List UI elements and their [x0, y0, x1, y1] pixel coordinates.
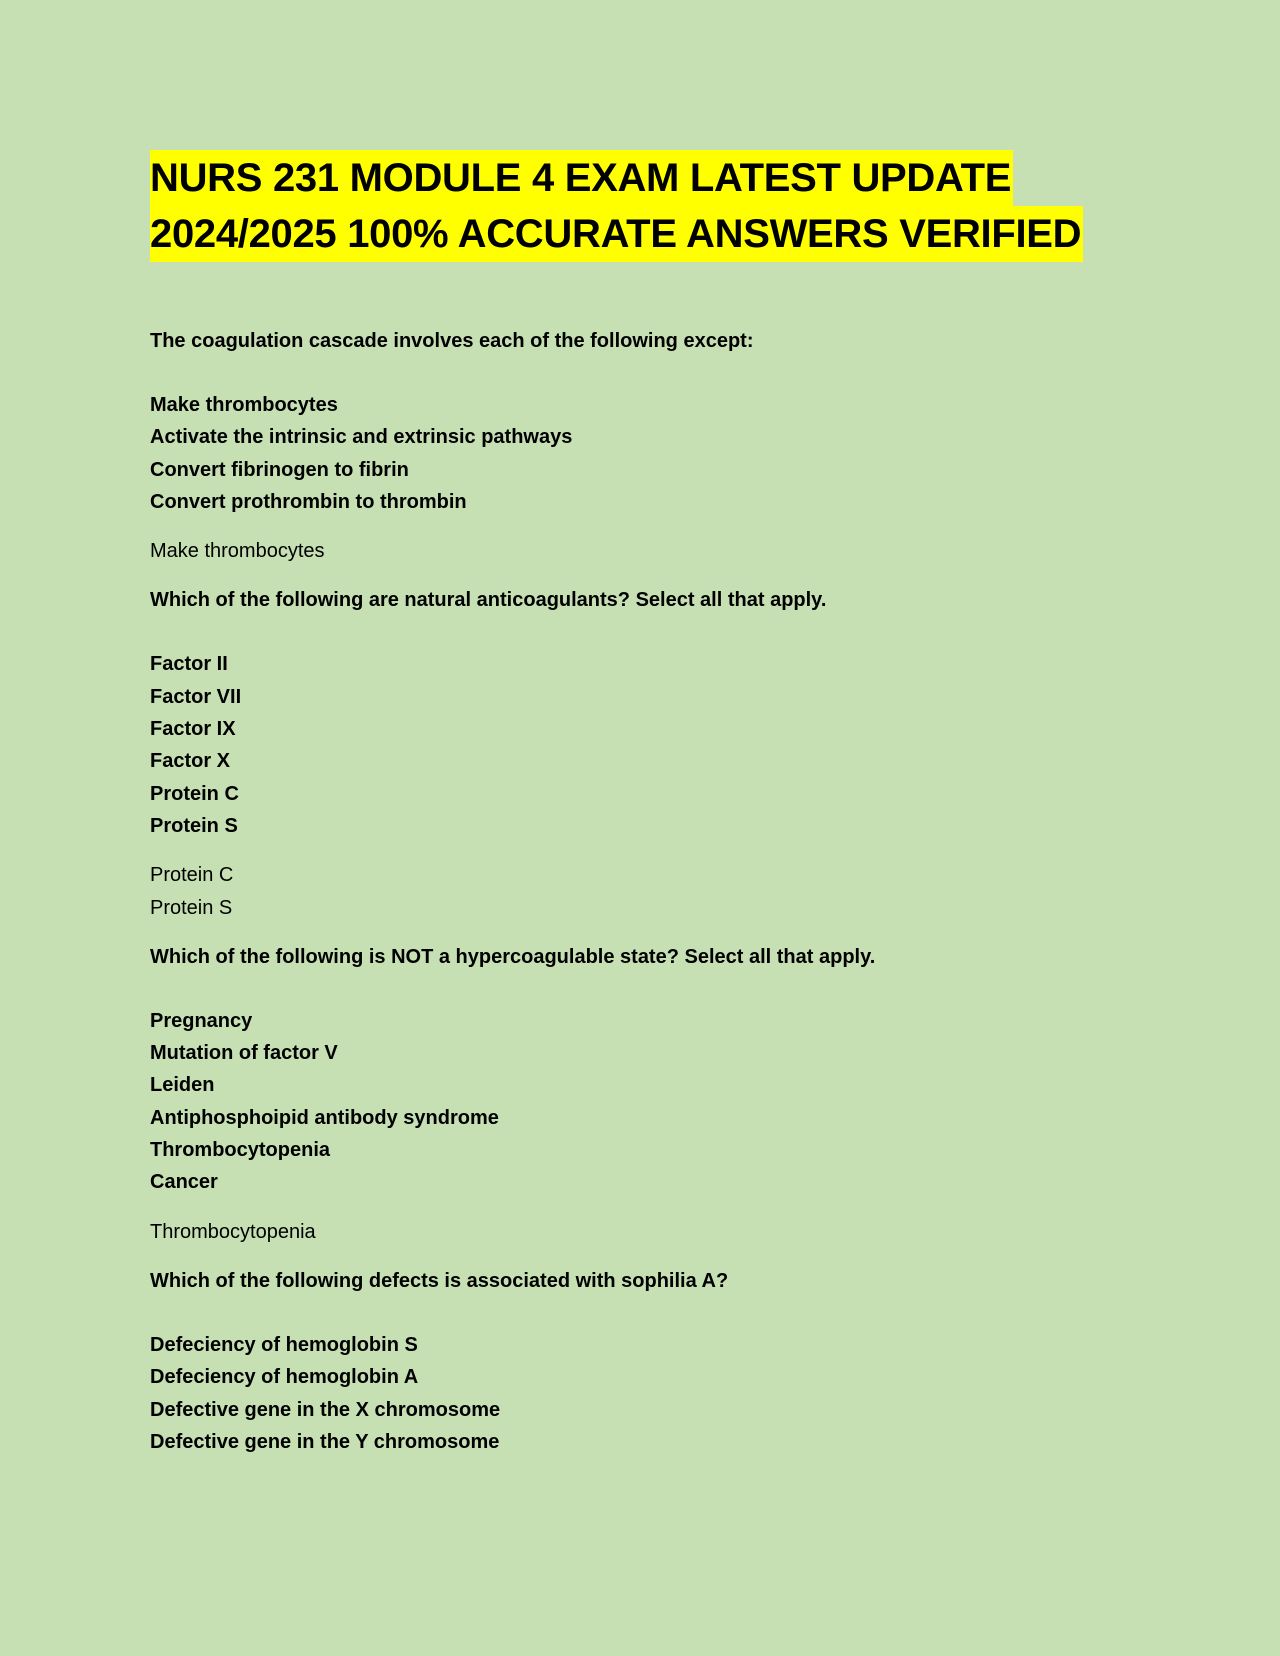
option-list	[150, 1329, 1150, 1458]
option-item: Activate the intrinsic and extrinsic pathways	[150, 426, 573, 449]
option-item: Defective gene in the X chromosome	[150, 1398, 501, 1421]
option-item: Defeciency of hemoglobin S	[150, 1333, 418, 1356]
question-prompt: Which of the following is NOT a hypercoagulable state? Select all that apply.	[150, 945, 876, 968]
option-item: Antiphosphoipid antibody syndrome	[150, 1106, 499, 1129]
option-item: Defeciency of hemoglobin A	[150, 1366, 419, 1389]
option-item: Make thrombocytes	[150, 394, 338, 416]
option-item: Convert fibrinogen to fibrin	[150, 458, 409, 481]
answer-text: Protein C	[150, 864, 234, 887]
option-item: Mutation of factor V	[150, 1042, 338, 1065]
option-list	[150, 648, 1150, 842]
question-prompt: Which of the following defects is associated with sophilia A?	[150, 1269, 729, 1292]
option-item: Protein S	[150, 814, 238, 837]
option-item: Pregnancy	[150, 1009, 253, 1032]
option-list	[150, 389, 1150, 518]
title-line: 2024/2025 100% ACCURATE ANSWERS VERIFIED	[150, 206, 1083, 262]
option-item: Cancer	[150, 1171, 218, 1194]
option-item: Factor IX	[150, 718, 236, 741]
title-line: NURS 231 MODULE 4 EXAM LATEST UPDATE	[150, 150, 1013, 206]
question-block	[150, 1265, 1150, 1458]
question-prompt: The coagulation cascade involves each of the following except:	[150, 330, 754, 352]
question-list	[150, 325, 1150, 1458]
question-prompt: Which of the following are natural anticoagulants? Select all that apply.	[150, 589, 827, 612]
option-item: Leiden	[150, 1074, 215, 1097]
question-block	[150, 584, 1150, 923]
question-block	[150, 325, 1150, 567]
answer-text: Make thrombocytes	[150, 540, 325, 563]
document-title	[150, 150, 1150, 262]
option-item: Factor VII	[150, 685, 242, 708]
answer-list	[150, 1216, 1150, 1248]
answer-text: Thrombocytopenia	[150, 1220, 316, 1243]
option-item: Convert prothrombin to thrombin	[150, 490, 467, 513]
answer-list	[150, 859, 1150, 924]
option-item: Factor II	[150, 653, 228, 676]
answer-text: Protein S	[150, 896, 233, 919]
question-block	[150, 941, 1150, 1248]
option-item: Factor X	[150, 750, 231, 773]
option-item: Defective gene in the Y chromosome	[150, 1430, 500, 1453]
option-item: Thrombocytopenia	[150, 1139, 331, 1162]
option-item: Protein C	[150, 782, 239, 805]
option-list	[150, 1005, 1150, 1199]
answer-list	[150, 535, 1150, 567]
